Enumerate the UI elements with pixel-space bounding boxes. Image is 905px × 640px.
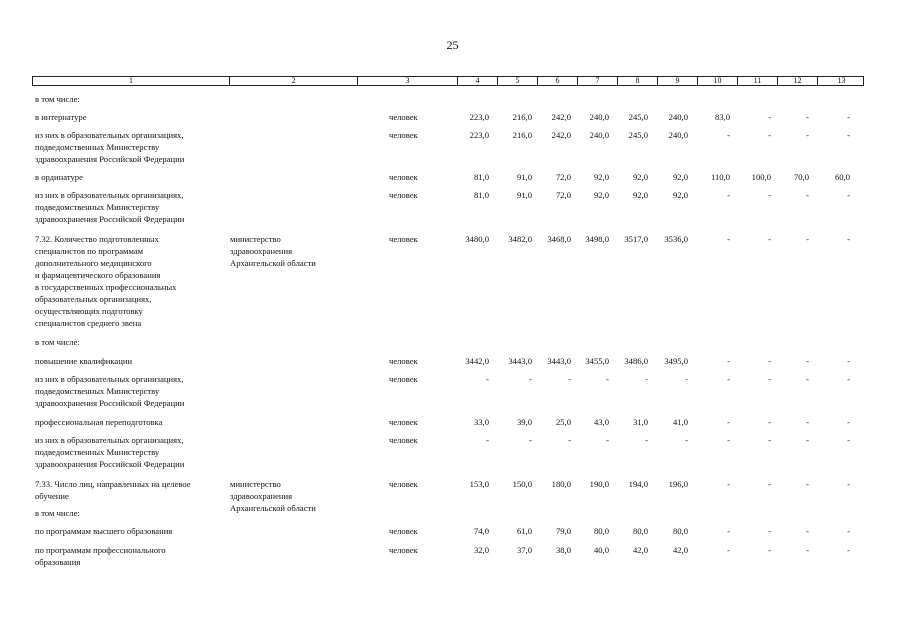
value-cell: 3495,0 — [664, 356, 688, 366]
value-cell: 242,0 — [551, 112, 571, 122]
value-cell: - — [847, 190, 850, 200]
table-header — [32, 76, 864, 86]
value-cell: 100,0 — [751, 172, 771, 182]
value-cell: 245,0 — [628, 130, 648, 140]
value-cell: - — [847, 374, 850, 384]
value-cell: - — [806, 435, 809, 445]
indicator-cell: 7.32. Количество подготовленных специалистов по программам дополнительного медицинского и фармацевтического образования в государственных профессиональных образовательных организациях, осуществляющих подготовку специалистов среднего звена — [35, 234, 177, 328]
value-cell: 61,0 — [516, 526, 532, 536]
value-cell: - — [768, 130, 771, 140]
value-cell: 60,0 — [834, 172, 850, 182]
value-cell: - — [847, 356, 850, 366]
indicator-cell: по программам профессионального образования — [35, 545, 166, 567]
indicator-cell: в том числе: — [35, 94, 80, 104]
unit-cell: человек — [389, 479, 418, 489]
value-cell: 92,0 — [593, 172, 609, 182]
value-cell: - — [806, 526, 809, 536]
value-cell: - — [727, 435, 730, 445]
value-cell: - — [727, 526, 730, 536]
value-cell: 3442,0 — [465, 356, 489, 366]
value-cell: - — [806, 545, 809, 555]
value-cell: 3486,0 — [624, 356, 648, 366]
value-cell: - — [727, 545, 730, 555]
value-cell: - — [529, 435, 532, 445]
value-cell: - — [727, 130, 730, 140]
value-cell: 41,0 — [672, 417, 688, 427]
column-header: 10 — [697, 76, 737, 86]
value-cell: - — [768, 545, 771, 555]
value-cell: - — [806, 417, 809, 427]
value-cell: 242,0 — [551, 130, 571, 140]
indicator-cell: в том числе: — [35, 508, 80, 518]
indicator-cell: из них в образовательных организациях, подведомственных Министерству здравоохранения Российской Федерации — [35, 435, 185, 469]
responsible-cell: министерство здравоохранения Архангельской области — [230, 479, 316, 513]
value-cell: - — [486, 374, 489, 384]
value-cell: - — [806, 374, 809, 384]
value-cell: - — [645, 374, 648, 384]
value-cell: - — [685, 435, 688, 445]
value-cell: 80,0 — [632, 526, 648, 536]
column-header: 9 — [657, 76, 697, 86]
column-header: 11 — [737, 76, 777, 86]
value-cell: 3443,0 — [508, 356, 532, 366]
value-cell: 81,0 — [473, 190, 489, 200]
value-cell: - — [568, 435, 571, 445]
value-cell: 3468,0 — [547, 234, 571, 244]
value-cell: - — [847, 234, 850, 244]
unit-cell: человек — [389, 112, 418, 122]
value-cell: - — [606, 374, 609, 384]
value-cell: - — [768, 435, 771, 445]
value-cell: 91,0 — [516, 172, 532, 182]
value-cell: 153,0 — [469, 479, 489, 489]
value-cell: 240,0 — [589, 130, 609, 140]
value-cell: - — [806, 234, 809, 244]
column-header: 3 — [357, 76, 457, 86]
value-cell: - — [847, 545, 850, 555]
indicator-cell: из них в образовательных организациях, подведомственных Министерству здравоохранения Российской Федерации — [35, 374, 185, 408]
value-cell: - — [727, 190, 730, 200]
value-cell: 240,0 — [589, 112, 609, 122]
unit-cell: человек — [389, 417, 418, 427]
value-cell: 33,0 — [473, 417, 489, 427]
indicator-cell: из них в образовательных организациях, подведомственных Министерству здравоохранения Российской Федерации — [35, 130, 185, 164]
column-header: 12 — [777, 76, 817, 86]
value-cell: 83,0 — [714, 112, 730, 122]
column-header: 1 — [129, 76, 133, 85]
value-cell: 74,0 — [473, 526, 489, 536]
page-number: 25 — [446, 38, 459, 52]
value-cell: 194,0 — [628, 479, 648, 489]
value-cell: - — [568, 374, 571, 384]
column-header: 6 — [537, 76, 577, 86]
value-cell: - — [806, 190, 809, 200]
value-cell: 110,0 — [710, 172, 730, 182]
value-cell: 92,0 — [672, 172, 688, 182]
responsible-cell: министерство здравоохранения Архангельской области — [230, 234, 316, 268]
unit-cell: человек — [389, 130, 418, 140]
indicator-cell: повышение квалификации — [35, 356, 133, 366]
value-cell: 3443,0 — [547, 356, 571, 366]
column-header: 5 — [497, 76, 537, 86]
value-cell: 3482,0 — [508, 234, 532, 244]
value-cell: 92,0 — [593, 190, 609, 200]
value-cell: 3455,0 — [585, 356, 609, 366]
unit-cell: человек — [389, 172, 418, 182]
value-cell: 223,0 — [469, 112, 489, 122]
value-cell: - — [727, 356, 730, 366]
value-cell: - — [606, 435, 609, 445]
value-cell: - — [847, 479, 850, 489]
value-cell: 3536,0 — [664, 234, 688, 244]
value-cell: 190,0 — [589, 479, 609, 489]
value-cell: 40,0 — [593, 545, 609, 555]
indicator-cell: из них в образовательных организациях, подведомственных Министерству здравоохранения Российской Федерации — [35, 190, 185, 224]
value-cell: 91,0 — [516, 190, 532, 200]
value-cell: 72,0 — [555, 172, 571, 182]
column-header: 4 — [457, 76, 497, 86]
indicator-cell: профессиональная переподготовка — [35, 417, 163, 427]
value-cell: 92,0 — [632, 172, 648, 182]
value-cell: 80,0 — [672, 526, 688, 536]
value-cell: - — [768, 417, 771, 427]
value-cell: - — [727, 374, 730, 384]
value-cell: 43,0 — [593, 417, 609, 427]
value-cell: - — [529, 374, 532, 384]
indicator-cell: по программам высшего образования — [35, 526, 173, 536]
value-cell: 72,0 — [555, 190, 571, 200]
value-cell: - — [806, 479, 809, 489]
value-cell: 3517,0 — [624, 234, 648, 244]
value-cell: 42,0 — [672, 545, 688, 555]
value-cell: - — [768, 356, 771, 366]
value-cell: 92,0 — [632, 190, 648, 200]
unit-cell: человек — [389, 374, 418, 384]
value-cell: 196,0 — [668, 479, 688, 489]
unit-cell: человек — [389, 526, 418, 536]
value-cell: 70,0 — [793, 172, 809, 182]
column-header: 7 — [577, 76, 617, 86]
value-cell: - — [847, 130, 850, 140]
value-cell: 245,0 — [628, 112, 648, 122]
indicator-cell: в интернатуре — [35, 112, 87, 122]
value-cell: 32,0 — [473, 545, 489, 555]
value-cell: - — [486, 435, 489, 445]
value-cell: 25,0 — [555, 417, 571, 427]
value-cell: - — [847, 112, 850, 122]
value-cell: 79,0 — [555, 526, 571, 536]
indicator-cell: 7.33. Число лиц, направленных на целевое обучение — [35, 479, 191, 501]
value-cell: 80,0 — [593, 526, 609, 536]
value-cell: - — [727, 479, 730, 489]
unit-cell: человек — [389, 435, 418, 445]
value-cell: - — [847, 526, 850, 536]
value-cell: 150,0 — [512, 479, 532, 489]
value-cell: 38,0 — [555, 545, 571, 555]
value-cell: 39,0 — [516, 417, 532, 427]
value-cell: - — [768, 479, 771, 489]
value-cell: - — [806, 112, 809, 122]
indicator-cell: в ординатуре — [35, 172, 83, 182]
value-cell: - — [768, 190, 771, 200]
value-cell: 216,0 — [512, 130, 532, 140]
value-cell: - — [847, 417, 850, 427]
value-cell: - — [806, 356, 809, 366]
value-cell: 37,0 — [516, 545, 532, 555]
value-cell: - — [768, 234, 771, 244]
value-cell: - — [847, 435, 850, 445]
value-cell: 216,0 — [512, 112, 532, 122]
column-header: 8 — [617, 76, 657, 86]
value-cell: - — [768, 112, 771, 122]
column-header: 13 — [817, 76, 865, 86]
value-cell: - — [806, 130, 809, 140]
value-cell: - — [727, 234, 730, 244]
unit-cell: человек — [389, 356, 418, 366]
value-cell: 42,0 — [632, 545, 648, 555]
value-cell: - — [768, 374, 771, 384]
value-cell: - — [645, 435, 648, 445]
value-cell: 240,0 — [668, 112, 688, 122]
value-cell: - — [727, 417, 730, 427]
indicator-cell: в том числе: — [35, 337, 80, 347]
value-cell: 3498,0 — [585, 234, 609, 244]
value-cell: 180,0 — [551, 479, 571, 489]
unit-cell: человек — [389, 190, 418, 200]
value-cell: 92,0 — [672, 190, 688, 200]
value-cell: - — [768, 526, 771, 536]
value-cell: - — [685, 374, 688, 384]
value-cell: 81,0 — [473, 172, 489, 182]
value-cell: 3480,0 — [465, 234, 489, 244]
value-cell: 31,0 — [632, 417, 648, 427]
unit-cell: человек — [389, 234, 418, 244]
unit-cell: человек — [389, 545, 418, 555]
value-cell: 240,0 — [668, 130, 688, 140]
value-cell: 223,0 — [469, 130, 489, 140]
column-header: 2 — [229, 76, 357, 86]
